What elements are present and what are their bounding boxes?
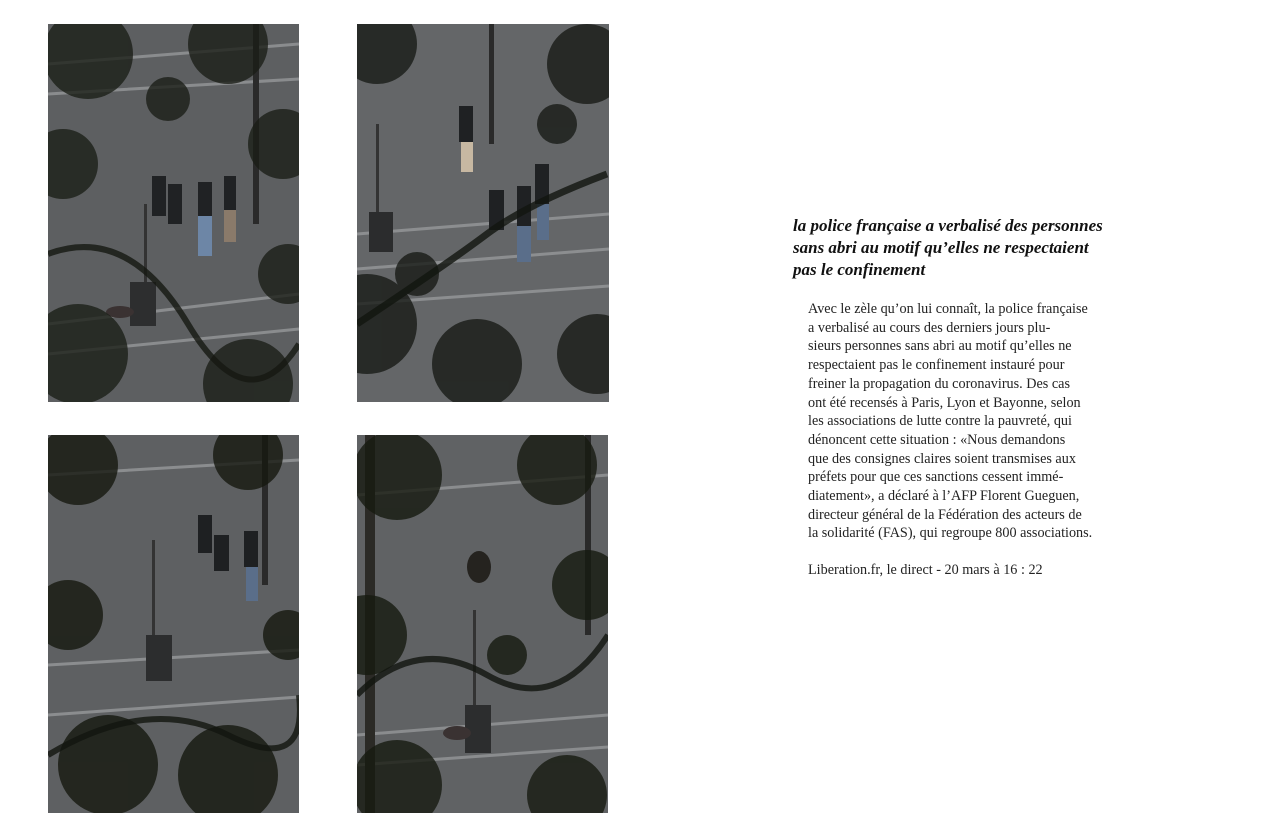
body-line: directeur général de la Fédération des acteurs de	[808, 506, 1082, 523]
photo-man-on-ground	[357, 435, 608, 813]
street-scene-graphic	[357, 24, 609, 402]
body-line: freiner la propagation du coronavirus. Des cas	[808, 375, 1070, 392]
photo-police-group-2	[48, 435, 299, 813]
body-line: Avec le zèle qu’on lui connaît, la police française	[808, 301, 1088, 317]
headline-line: la police française a verbalisé des personnes	[793, 216, 1103, 235]
photo-police-group-1	[48, 24, 299, 402]
body-line: les associations de lutte contre la pauvreté, qui	[808, 413, 1072, 430]
street-scene-graphic	[357, 435, 608, 813]
body-line: respectaient pas le confinement instauré pour	[808, 357, 1065, 374]
body-line: sieurs personnes sans abri au motif qu’elles ne	[808, 338, 1072, 355]
street-scene-graphic	[48, 435, 299, 813]
body-line: dénoncent cette situation : «Nous demandons	[808, 431, 1066, 448]
body-line: a verbalisé au cours des derniers jours plu-	[808, 319, 1051, 336]
headline-line: pas le confinement	[793, 260, 926, 279]
body-line: que des consignes claires soient transmises aux	[808, 450, 1076, 467]
body-line: la solidarité (FAS), qui regroupe 800 associations.	[808, 525, 1093, 542]
body-line: ont été recensés à Paris, Lyon et Bayonne, selon	[808, 394, 1081, 411]
photo-police-walking	[357, 24, 609, 402]
headline-line: sans abri au motif qu’elles ne respectaient	[793, 238, 1089, 257]
street-scene-graphic	[48, 24, 299, 402]
body-line: préfets pour que ces sanctions cessent immé-	[808, 469, 1064, 486]
article-source: Liberation.fr, le direct - 20 mars à 16 : 22	[808, 562, 1043, 578]
article-headline	[793, 215, 1133, 281]
body-line: diatement», a déclaré à l’AFP Florent Gueguen,	[808, 488, 1080, 505]
article-body	[808, 300, 1128, 543]
